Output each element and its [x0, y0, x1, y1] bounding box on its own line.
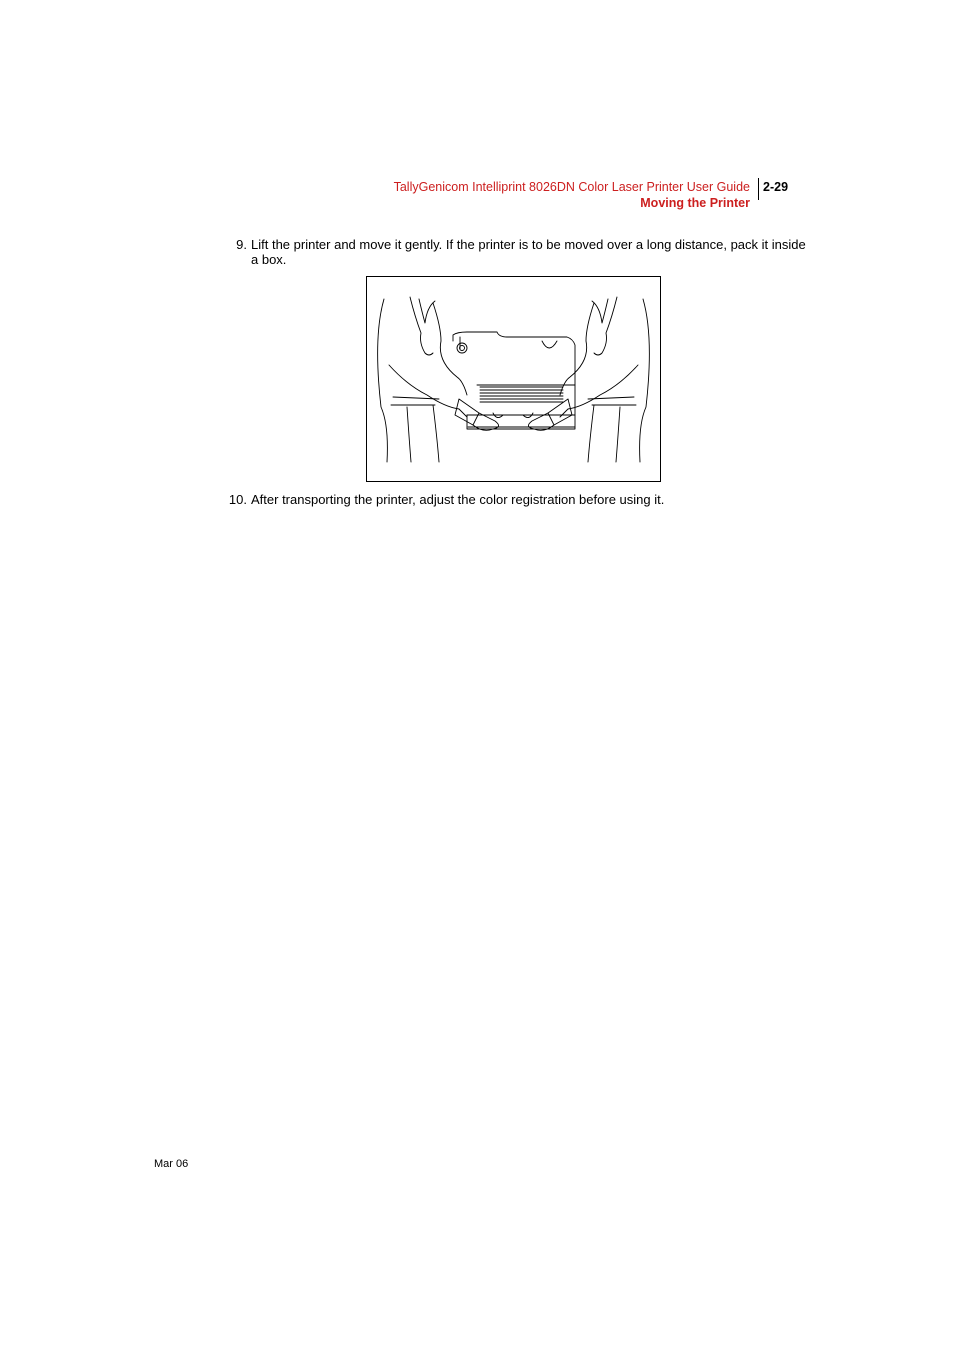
step-text: Lift the printer and move it gently. If the printer is to be moved over a long distance, pack it inside a box.	[251, 237, 806, 267]
step-number: 10.	[228, 492, 247, 507]
header-divider	[758, 178, 759, 200]
guide-title: TallyGenicom Intelliprint 8026DN Color Laser Printer User Guide	[393, 180, 750, 194]
two-people-lifting-printer-drawing	[367, 277, 660, 481]
step-item	[236, 237, 811, 267]
step-item	[228, 492, 811, 507]
footer-date: Mar 06	[154, 1158, 189, 1170]
running-header	[300, 179, 750, 211]
page-number: 2-29	[763, 180, 789, 194]
step-number: 9.	[236, 237, 247, 252]
step-text: After transporting the printer, adjust the color registration before using it.	[251, 492, 665, 507]
section-title: Moving the Printer	[640, 196, 750, 210]
printer-lifting-illustration	[366, 276, 661, 482]
